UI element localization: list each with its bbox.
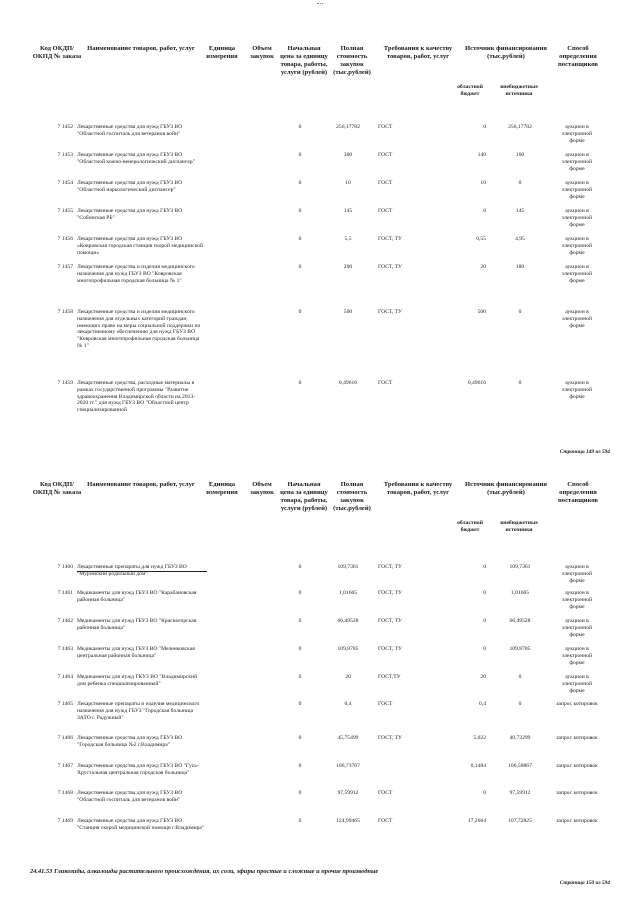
extra-budget: 97,59912 <box>509 790 531 796</box>
total-cost: 20 <box>345 674 351 680</box>
requirements: ГОСТ <box>378 380 393 386</box>
initial-price: 0 <box>298 152 302 158</box>
requirements: ГОСТ <box>378 208 393 214</box>
total-cost: 145 <box>343 208 353 214</box>
item-name: Лекарственные средства для нужд ГБУЗ ВО "Станция скорой медицинской помощи г.Владимира" <box>77 818 205 831</box>
item-name: Медикаменты для нужд ГБУЗ ВО "Красногорская районная больница" <box>77 618 197 631</box>
item-name: Лекарственные средства для нужд ГБУЗ ВО "Гусь-Хрустальная центральная городская больница" <box>77 763 199 776</box>
item-name: Лекарственные средства для нужд ГБУЗ ВО «Ковровская городская станция скорой медицинской помощи» <box>77 236 203 256</box>
initial-price: 0 <box>298 309 302 315</box>
total-cost: 256,17782 <box>336 124 360 130</box>
header-unit: Единица измерения <box>206 481 238 496</box>
initial-price: 0 <box>298 646 302 652</box>
procurement-method: запрос котировок <box>556 790 598 796</box>
total-cost: 106,73707 <box>336 763 360 769</box>
procurement-method: аукцион в электронной форме <box>561 590 593 610</box>
requirements: ГОСТ, ТУ <box>378 236 402 242</box>
initial-price: 0 <box>298 735 302 741</box>
requirements: ГОСТ, ТУ <box>378 309 402 315</box>
item-name: Лекарственные средства и изделия медицинского назначения для отдельных категорий граждан, имеющих право на меры социальной поддержки по лекарственному обеспечению для нужд ГБУЗ ВО "Ковровская многопрофильная городская больница № 1" <box>77 309 201 349</box>
item-name: Лекарственные средства, расходные материалы в рамках государственной программы "Развитие здравоохранения Владимирской области на 2013-2020 гг." для нужд ГБУЗ ВО "Областной центр специализированной <box>77 380 196 414</box>
header-requirements: Требования к качеству товаров, работ, услуг <box>383 45 453 60</box>
total-cost: 5,5 <box>344 236 352 242</box>
header-code: Код ОКДП/ ОКПД № заказа <box>32 481 82 496</box>
order-code: 7 1467 <box>57 763 73 769</box>
extra-budget: 0 <box>518 180 522 186</box>
item-name: Лекарственные средства и изделия медицинского назначения для нужд ГБУЗ ВО "Ковровская многопрофильная городская больница № 1" <box>77 264 195 284</box>
initial-price: 0 <box>298 701 302 707</box>
regional-budget: 0 <box>483 208 486 214</box>
page-number: Страница 150 из 594 <box>559 880 610 886</box>
order-code: 7 1458 <box>57 309 73 315</box>
regional-budget: 0 <box>483 790 486 796</box>
regional-budget: 140 <box>477 152 486 158</box>
header-initial-price: Начальная цена за единицу товара, работы, услуги (рублей) <box>280 481 328 512</box>
total-cost: 500 <box>343 309 353 315</box>
total-cost: 45,75499 <box>337 735 359 741</box>
procurement-method: аукцион в электронной форме <box>561 674 593 694</box>
order-code: 7 1456 <box>57 236 73 242</box>
extra-budget: 180 <box>515 264 525 270</box>
requirements: ГОСТ <box>378 180 393 186</box>
header-unit: Единица измерения <box>206 45 238 60</box>
requirements: ГОСТ, ТУ <box>378 264 402 270</box>
regional-budget: 0,49616 <box>467 380 486 386</box>
initial-price: 0 <box>298 564 302 570</box>
order-code: 7 1465 <box>57 701 73 707</box>
initial-price: 0 <box>298 124 302 130</box>
item-name: Медикаменты для нужд ГБУЗ ВО "Карабановская районная больница" <box>77 590 197 603</box>
order-code: 7 1455 <box>57 208 73 214</box>
initial-price: 0 <box>298 380 302 386</box>
total-cost: 109,7361 <box>337 564 359 570</box>
procurement-method: запрос котировок <box>556 735 598 741</box>
initial-price: 0 <box>298 818 302 824</box>
regional-budget: 17,2664 <box>467 818 486 824</box>
item-name: Лекарственные средства для нужд ГБУЗ ВО "Областной госпиталь для ветеранов войн" <box>77 790 183 803</box>
extra-budget: 4,95 <box>515 236 525 242</box>
regional-budget: 0,1484 <box>470 763 486 769</box>
procurement-method: аукцион в электронной форме <box>561 380 593 400</box>
procurement-method: запрос котировок <box>556 701 598 707</box>
total-cost: 10 <box>345 180 351 186</box>
initial-price: 0 <box>298 590 302 596</box>
total-cost: 1,01665 <box>338 590 358 596</box>
regional-budget: 0,55 <box>476 236 486 242</box>
requirements: ГОСТ, ТУ <box>378 646 402 652</box>
procurement-method: запрос котировок <box>556 818 598 824</box>
header-requirements: Требования к качеству товаров, работ, услуг <box>383 481 453 496</box>
item-name: Лекарственные препараты и изделия медицинского назначения для нужд ГБУЗ "Городская больница ЗАТО г. Радужный" <box>77 701 200 721</box>
order-code: 7 1460 <box>57 564 73 570</box>
procurement-method: аукцион в электронной форме <box>561 208 593 228</box>
extra-budget: 256,17782 <box>508 124 532 130</box>
total-cost: 124,99465 <box>336 818 360 824</box>
item-name: Лекарственные средства для нужд ГБУЗ ВО "Областной наркологический диспансер" <box>77 180 183 193</box>
extra-budget: 0 <box>518 674 522 680</box>
regional-budget: 20 <box>480 674 486 680</box>
procurement-method: аукцион в электронной форме <box>561 646 593 666</box>
order-code: 7 1459 <box>57 380 73 386</box>
requirements: ГОСТ <box>378 701 393 707</box>
extra-budget: 0 <box>518 380 522 386</box>
initial-price: 0 <box>298 180 302 186</box>
regional-budget: 0 <box>483 590 486 596</box>
total-cost: 0,49616 <box>338 380 358 386</box>
regional-budget: 0,4 <box>479 701 486 707</box>
okpd-section-heading: 24.41.53 Гликозиды, алкалоиды растительного происхождения, их соли, эфиры простые и сложные и прочие производные <box>30 868 379 875</box>
extra-budget: 109,7361 <box>509 564 531 570</box>
extra-budget: 40,73299 <box>509 735 531 741</box>
initial-price: 0 <box>298 674 302 680</box>
requirements: ГОСТ, ТУ <box>378 618 402 624</box>
procurement-method: запрос котировок <box>556 763 598 769</box>
extra-budget: 0 <box>518 701 522 707</box>
requirements: ГОСТ <box>378 790 393 796</box>
header-method: Способ определения поставщиков <box>558 481 598 504</box>
item-name: Медикаменты для нужд ГКУЗ ВО "Владимирский дом ребенка специализированный" <box>77 674 198 687</box>
order-code: 7 1461 <box>57 590 73 596</box>
extra-budget: 66,49528 <box>509 618 531 624</box>
requirements: ГОСТ, ТУ <box>378 735 402 741</box>
requirements: ГОСТ <box>378 818 393 824</box>
initial-price: 0 <box>298 208 302 214</box>
procurement-method: аукцион в электронной форме <box>561 236 593 256</box>
regional-budget: 0 <box>483 646 486 652</box>
order-code: 7 1469 <box>57 818 73 824</box>
item-name: Медикаменты для нужд ГБУЗ ВО "Меленковская центральная районная больница" <box>77 646 195 659</box>
header-initial-price: Начальная цена за единицу товара, работы, услуги (рублей) <box>280 45 328 76</box>
order-code: 7 1464 <box>57 674 73 680</box>
header-volume: Объем закупок <box>250 45 274 60</box>
order-code: 7 1466 <box>57 735 73 741</box>
header-name: Наименование товаров, работ, услуг <box>87 481 195 488</box>
extra-budget: 145 <box>515 208 525 214</box>
total-cost: 300 <box>343 152 353 158</box>
order-code: 7 1454 <box>57 180 73 186</box>
item-name: Лекарственные препараты для нужд ГБУЗ ВО "Муромский родильный дом" <box>77 564 187 577</box>
item-name: Лекарственные средства для нужд ГБУЗ ВО "Собинская РБ" <box>77 208 183 221</box>
initial-price: 0 <box>298 763 302 769</box>
procurement-method: аукцион в электронной форме <box>561 264 593 284</box>
page-number: Страница 149 из 594 <box>559 449 610 455</box>
regional-budget: 0 <box>483 564 486 570</box>
procurement-method: аукцион в электронной форме <box>561 180 593 200</box>
header-source-extra: внебюджетные источники <box>500 520 538 533</box>
header-source: Источник финансирования (тыс.рублей) <box>465 481 547 496</box>
initial-price: 0 <box>298 618 302 624</box>
regional-budget: 0 <box>483 124 486 130</box>
header-total-cost: Полная стоимость закупок (тыс.рублей) <box>333 481 371 512</box>
order-code: 7 1463 <box>57 646 73 652</box>
regional-budget: 500 <box>477 309 486 315</box>
regional-budget: 10 <box>480 180 486 186</box>
extra-budget: 0 <box>518 309 522 315</box>
order-code: 7 1468 <box>57 790 73 796</box>
requirements: ГОСТ <box>378 152 393 158</box>
total-cost: 200 <box>343 264 353 270</box>
total-cost: 97,59912 <box>337 790 359 796</box>
order-code: 7 1452 <box>57 124 73 130</box>
regional-budget: 5,022 <box>473 735 486 741</box>
header-source: Источник финансирования (тыс.рублей) <box>465 45 547 60</box>
header-code: Код ОКДП/ ОКПД № заказа <box>32 45 82 60</box>
total-cost: 0,4 <box>344 701 352 707</box>
procurement-method: аукцион в электронной форме <box>561 564 593 584</box>
header-source-regional: областной бюджет <box>457 84 483 97</box>
header-source-extra: внебюджетные источники <box>500 84 538 97</box>
extra-budget: 109,8785 <box>509 646 531 652</box>
requirements: ГОСТ, ТУ <box>378 590 402 596</box>
regional-budget: 20 <box>480 264 486 270</box>
item-name: Лекарственные средства для нужд ГБУЗ ВО "Областной госпиталь для ветеранов войн" <box>77 124 183 137</box>
item-name: Лекарственные средства для нужд ГБУЗ ВО "Областной кожно-венерологический диспансер" <box>77 152 195 165</box>
requirements: ГОСТ, ТУ <box>378 564 402 570</box>
item-name: Лекарственные средства для нужд ГБУЗ ВО "Городская больница №2 г.Владимира" <box>77 735 183 748</box>
order-code: 7 1462 <box>57 618 73 624</box>
regional-budget: 0 <box>483 618 486 624</box>
extra-budget: 106,58867 <box>508 763 532 769</box>
procurement-method: аукцион в электронной форме <box>561 618 593 638</box>
extra-budget: 1,01665 <box>510 590 530 596</box>
procurement-method: аукцион в электронной форме <box>561 152 593 172</box>
header-source-regional: областной бюджет <box>457 520 483 533</box>
header-volume: Объем закупок <box>250 481 274 496</box>
order-code: 7 1457 <box>57 264 73 270</box>
requirements: ГОСТ,ТУ <box>378 674 401 680</box>
requirements: ГОСТ <box>378 124 393 130</box>
extra-budget: 160 <box>515 152 525 158</box>
initial-price: 0 <box>298 264 302 270</box>
procurement-method: аукцион в электронной форме <box>561 124 593 144</box>
extra-budget: 107,72825 <box>508 818 532 824</box>
initial-price: 0 <box>298 790 302 796</box>
total-cost: 66,49528 <box>337 618 359 624</box>
total-cost: 109,8785 <box>337 646 359 652</box>
header-method: Способ определения поставщиков <box>558 45 598 68</box>
header-name: Наименование товаров, работ, услуг <box>87 45 195 52</box>
procurement-method: аукцион в электронной форме <box>561 309 593 329</box>
order-code: 7 1453 <box>57 152 73 158</box>
header-total-cost: Полная стоимость закупок (тыс.рублей) <box>333 45 371 76</box>
scan-mark <box>317 3 323 4</box>
initial-price: 0 <box>298 236 302 242</box>
